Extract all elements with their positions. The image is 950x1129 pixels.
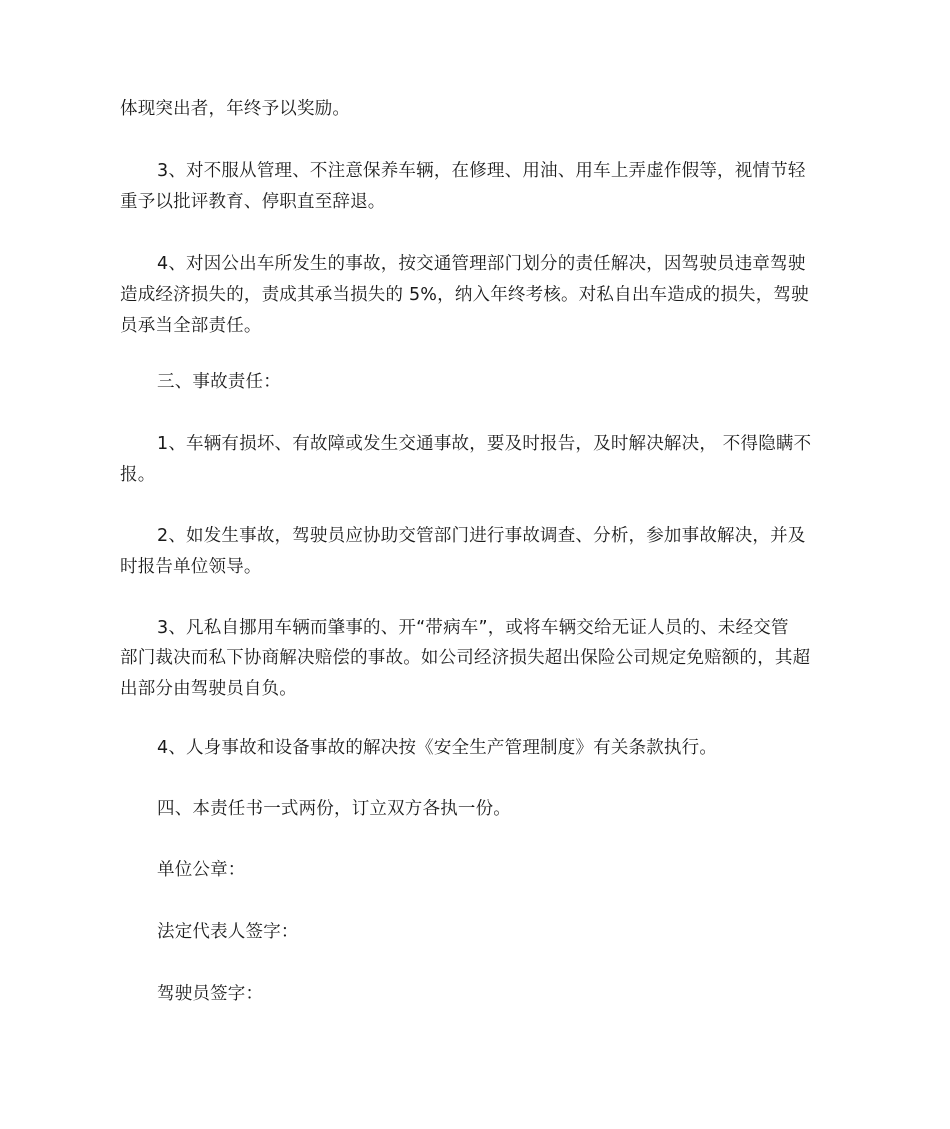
paragraph-line: 时报告单位领导。	[120, 557, 262, 577]
paragraph-line: 部门裁决而私下协商解决赔偿的事故。如公司经济损失超出保险公司规定免赔额的，其超	[120, 648, 811, 668]
paragraph-line: 体现突出者，年终予以奖励。	[120, 99, 351, 119]
paragraph-line: 重予以批评教育、停职直至辞退。	[120, 192, 386, 212]
paragraph-line: 4、人身事故和设备事故的解决按《安全生产管理制度》有关条款执行。	[157, 738, 718, 758]
signature-label-driver: 驾驶员签字：	[157, 984, 264, 1004]
signature-label-legal-rep: 法定代表人签字：	[157, 922, 299, 942]
paragraph-line: 4、对因公出车所发生的事故，按交通管理部门划分的责任解决，因驾驶员违章驾驶	[157, 254, 806, 274]
signature-label-seal: 单位公章：	[157, 860, 246, 880]
paragraph-line: 3、凡私自挪用车辆而肇事的、开“带病车”，或将车辆交给无证人员的、未经交管	[157, 618, 789, 638]
section-heading: 三、事故责任：	[157, 372, 281, 392]
paragraph-line: 员承当全部责任。	[120, 316, 262, 336]
paragraph-line: 出部分由驾驶员自负。	[120, 679, 297, 699]
paragraph-line: 3、对不服从管理、不注意保养车辆，在修理、用油、用车上弄虚作假等，视情节轻	[157, 161, 806, 181]
paragraph-line: 1、车辆有损坏、有故障或发生交通事故，要及时报告，及时解决解决， 不得隐瞒不	[157, 434, 812, 454]
section-heading: 四、本责任书一式两份，订立双方各执一份。	[157, 799, 511, 819]
paragraph-line: 2、如发生事故，驾驶员应协助交管部门进行事故调查、分析，参加事故解决，并及	[157, 526, 806, 546]
paragraph-line: 造成经济损失的，责成其承当损失的 5%，纳入年终考核。对私自出车造成的损失，驾驶	[120, 285, 809, 305]
paragraph-line: 报。	[120, 465, 156, 485]
